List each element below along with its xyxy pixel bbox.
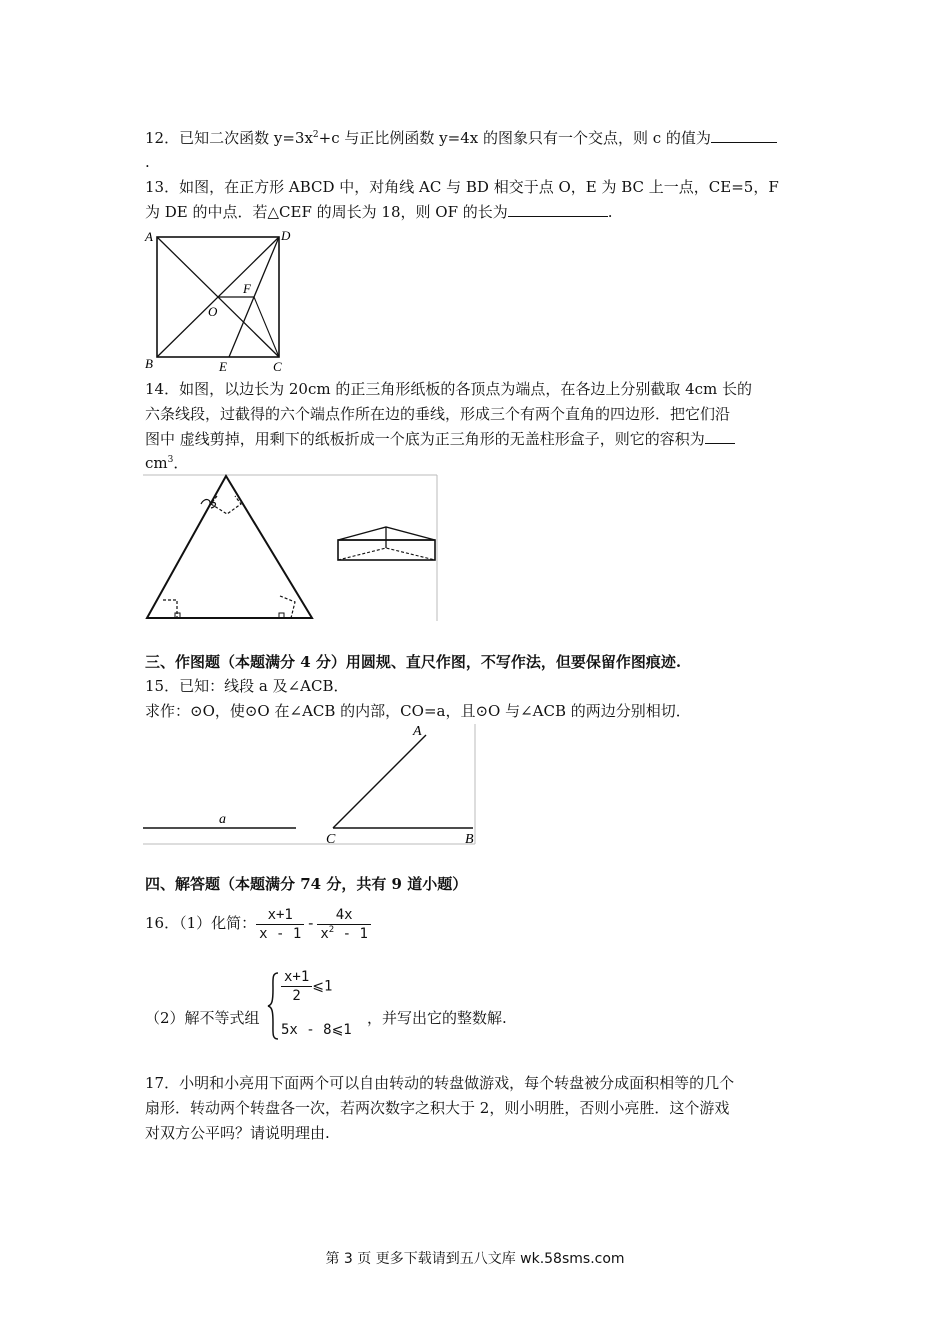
q14-answer-blank[interactable]: [705, 429, 735, 444]
label-f: F: [243, 281, 251, 296]
ray-ca: [333, 735, 426, 828]
section3-heading: 三、作图题（本题满分 4 分）用圆规、直尺作图，不写作法，但要保留作图痕迹.: [145, 653, 682, 671]
q14-unit-sup: 3: [167, 455, 174, 465]
q17-line2: 扇形．转动两个转盘各一次，若两次数字之积大于 2，则小明胜，否则小亮胜．这个游戏: [145, 1099, 730, 1117]
frac2-denominator: $x^2 - 1$: [320, 924, 368, 942]
q13-line2-end: .: [607, 203, 613, 221]
q16-part2-tail: ，并写出它的整数解.: [367, 1009, 507, 1027]
ineq1-denominator: 2: [292, 988, 301, 1004]
q16-part2-label: （2）解不等式组: [145, 1009, 260, 1027]
label-a: a: [219, 812, 226, 827]
label-c: C: [273, 359, 282, 374]
q14-unit: cm: [145, 454, 168, 472]
q13-line2: [145, 202, 613, 222]
q17-line1: 17．小明和小亮用下面两个可以自由转动的转盘做游戏，每个转盘被分成面积相等的几个: [145, 1074, 735, 1092]
inequality-1: [281, 968, 332, 1005]
q14-line1: 14．如图，以边长为 20cm 的正三角形纸板的各顶点为端点，在各边上分别截取 4cm 长的: [145, 380, 753, 398]
q16-part1-label: 16．（1）化简：: [145, 914, 257, 932]
inequality-2: 5x - 8⩽1: [281, 1022, 352, 1038]
q12-answer-blank[interactable]: [711, 128, 777, 143]
q13-answer-blank[interactable]: [508, 202, 608, 217]
page-footer: 第 3 页 更多下载请到五八文库 wk.58sms.com: [325, 1251, 625, 1267]
q16-part1: [145, 903, 371, 943]
q14-line3: [145, 429, 735, 449]
label-C: C: [326, 832, 336, 845]
q13-line2-text: 为 DE 的中点．若△CEF 的周长为 18，则 OF 的长为: [145, 203, 508, 221]
q12-sup: 2: [312, 130, 319, 140]
label-a: A: [145, 229, 153, 244]
label-A: A: [413, 724, 422, 739]
q12-text-a: 12．已知二次函数 y=3x: [145, 129, 313, 147]
q13-line1: 13．如图，在正方形 ABCD 中，对角线 AC 与 BD 相交于点 O，E 为 BC 上一点，CE=5，F: [145, 178, 779, 196]
right-cut-quad: [280, 596, 295, 618]
box-bottom-dashed: [338, 548, 435, 560]
label-e: E: [219, 359, 227, 374]
equilateral-triangle: [147, 476, 312, 618]
q14-line4: [145, 453, 188, 473]
q16-fraction-1: [256, 906, 304, 943]
label-b: B: [145, 356, 153, 371]
brace-icon: [267, 971, 279, 1041]
ineq1-fraction: [281, 968, 312, 1005]
section4-heading: 四、解答题（本题满分 74 分，共有 9 道小题）: [145, 875, 468, 893]
q12-line1: [145, 128, 777, 148]
q14-triangle-figure: [143, 474, 438, 622]
q15-line2: 求作：⊙O，使⊙O 在∠ACB 的内部，CO=a，且⊙O 与∠ACB 的两边分别相切．: [145, 702, 691, 720]
q12-end: .: [145, 153, 150, 171]
segment-fc: [254, 297, 279, 357]
q15-figure: [143, 723, 476, 845]
q12-line2: [145, 152, 150, 172]
q17-line3: 对双方公平吗？请说明理由.: [145, 1124, 330, 1142]
minus-sign: -: [306, 914, 316, 932]
ineq1-numerator: x+1: [281, 968, 312, 987]
label-B: B: [465, 832, 474, 845]
q14-line3-text: 图中 虚线剪掉，用剩下的纸板折成一个底为正三角形的无盖柱形盒子，则它的容积为: [145, 430, 705, 448]
frac1-denominator: x - 1: [259, 925, 302, 942]
q12-text-b: +c 与正比例函数 y=4x 的图象只有一个交点，则 c 的值为: [318, 129, 711, 147]
label-o: O: [208, 304, 218, 319]
label-d: D: [281, 228, 291, 243]
frac2-numerator: 4x: [317, 906, 371, 925]
q13-square-figure: [143, 226, 293, 374]
ineq1-rhs: ⩽1: [312, 978, 333, 995]
q14-line2: 六条线段，过截得的六个端点作所在边的垂线，形成三个有两个直角的四边形．把它们沿: [145, 405, 731, 423]
frac1-numerator: x+1: [256, 906, 304, 925]
q14-line4-end: ．: [173, 454, 189, 472]
q16-fraction-2: [317, 906, 371, 943]
q15-line1: 15．已知：线段 a 及∠ACB．: [145, 677, 349, 695]
